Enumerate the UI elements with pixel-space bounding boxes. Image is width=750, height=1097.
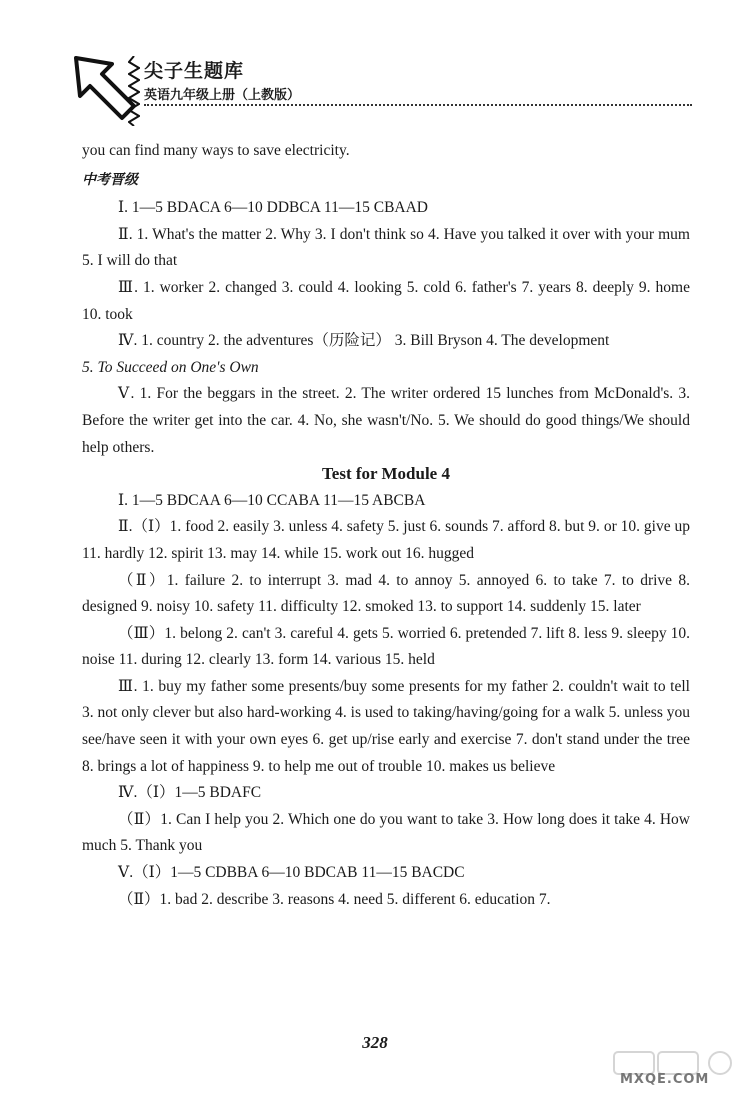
text-line: Ⅱ. 1. What's the matter 2. Why 3. I don't think so 4. Have you talked it over with your mum 5. I will do that xyxy=(82,225,690,270)
text-line: Ⅳ. 1. country 2. the adventures（历险记） 3. Bill Bryson 4. The development xyxy=(118,332,610,350)
text-line: Test for Module 4 xyxy=(322,464,450,484)
text-line: Ⅲ. 1. buy my father some presents/buy some presents for my father 2. couldn't wait to tell 3. not only clever but also hard-working 4. is used to taking/having/going for a walk 5. unless you see/have seen it with your own eyes 6. get up/rise early and exercise 7. don't stand under the tree 8. brings a lot of happiness 9. to help me out of trouble 10. makes us believe xyxy=(82,677,690,775)
text-line: Ⅰ. 1—5 BDCAA 6—10 CCABA 11—15 ABCBA xyxy=(118,491,426,509)
text-line: Ⅴ.（Ⅰ）1—5 CDBBA 6—10 BDCAB 11—15 BACDC xyxy=(118,864,465,882)
text-line: （Ⅲ）1. belong 2. can't 3. careful 4. gets 5. worried 6. pretended 7. lift 8. less 9. sleepy 10. noise 11. during 12. clearly 13. form 14. various 15. held xyxy=(82,624,690,669)
page-header xyxy=(72,46,692,126)
text-line: Ⅳ.（Ⅰ）1—5 BDAFC xyxy=(118,784,262,802)
text-line: you can find many ways to save electricity. xyxy=(82,142,350,159)
answer-content xyxy=(82,138,690,913)
text-line: （Ⅱ）1. failure 2. to interrupt 3. mad 4. to annoy 5. annoyed 6. to take 7. to drive 8. designed 9. noisy 10. safety 11. difficulty 12. smoked 13. to support 14. suddenly 15. later xyxy=(82,571,690,616)
text-line: Ⅰ. 1—5 BDACA 6—10 DDBCA 11—15 CBAAD xyxy=(118,199,428,217)
page-number: 328 xyxy=(362,1033,388,1052)
text-line: 中考晋级 xyxy=(82,171,138,188)
watermark-text: MXQE.COM xyxy=(620,1072,710,1087)
header-dotted-rule xyxy=(144,104,692,106)
text-line: Ⅴ. 1. For the beggars in the street. 2. The writer ordered 15 lunches from McDonald's. 3. Before the writer get into the car. 4. No, she wasn't/No. 5. We should do good things/We should help others. xyxy=(82,385,690,456)
text-line: 5. To Succeed on One's Own xyxy=(82,358,259,376)
text-line: （Ⅱ）1. Can I help you 2. Which one do you want to take 3. How long does it take 4. How much 5. Thank you xyxy=(82,810,690,855)
zigzag-divider-icon xyxy=(128,56,140,126)
book-subtitle: 英语九年级上册（上教版） xyxy=(144,88,301,103)
text-line: Ⅲ. 1. worker 2. changed 3. could 4. looking 5. cold 6. father's 7. years 8. deeply 9. home 10. took xyxy=(82,278,690,323)
book-brand: 尖子生题库 xyxy=(144,60,245,82)
text-line: （Ⅱ）1. bad 2. describe 3. reasons 4. need 5. different 6. education 7. xyxy=(118,890,551,908)
text-line: Ⅱ.（Ⅰ）1. food 2. easily 3. unless 4. safety 5. just 6. sounds 7. afford 8. but 9. or 10. give up 11. hardly 12. spirit 13. may 14. while 15. work out 16. hugged xyxy=(82,518,690,562)
